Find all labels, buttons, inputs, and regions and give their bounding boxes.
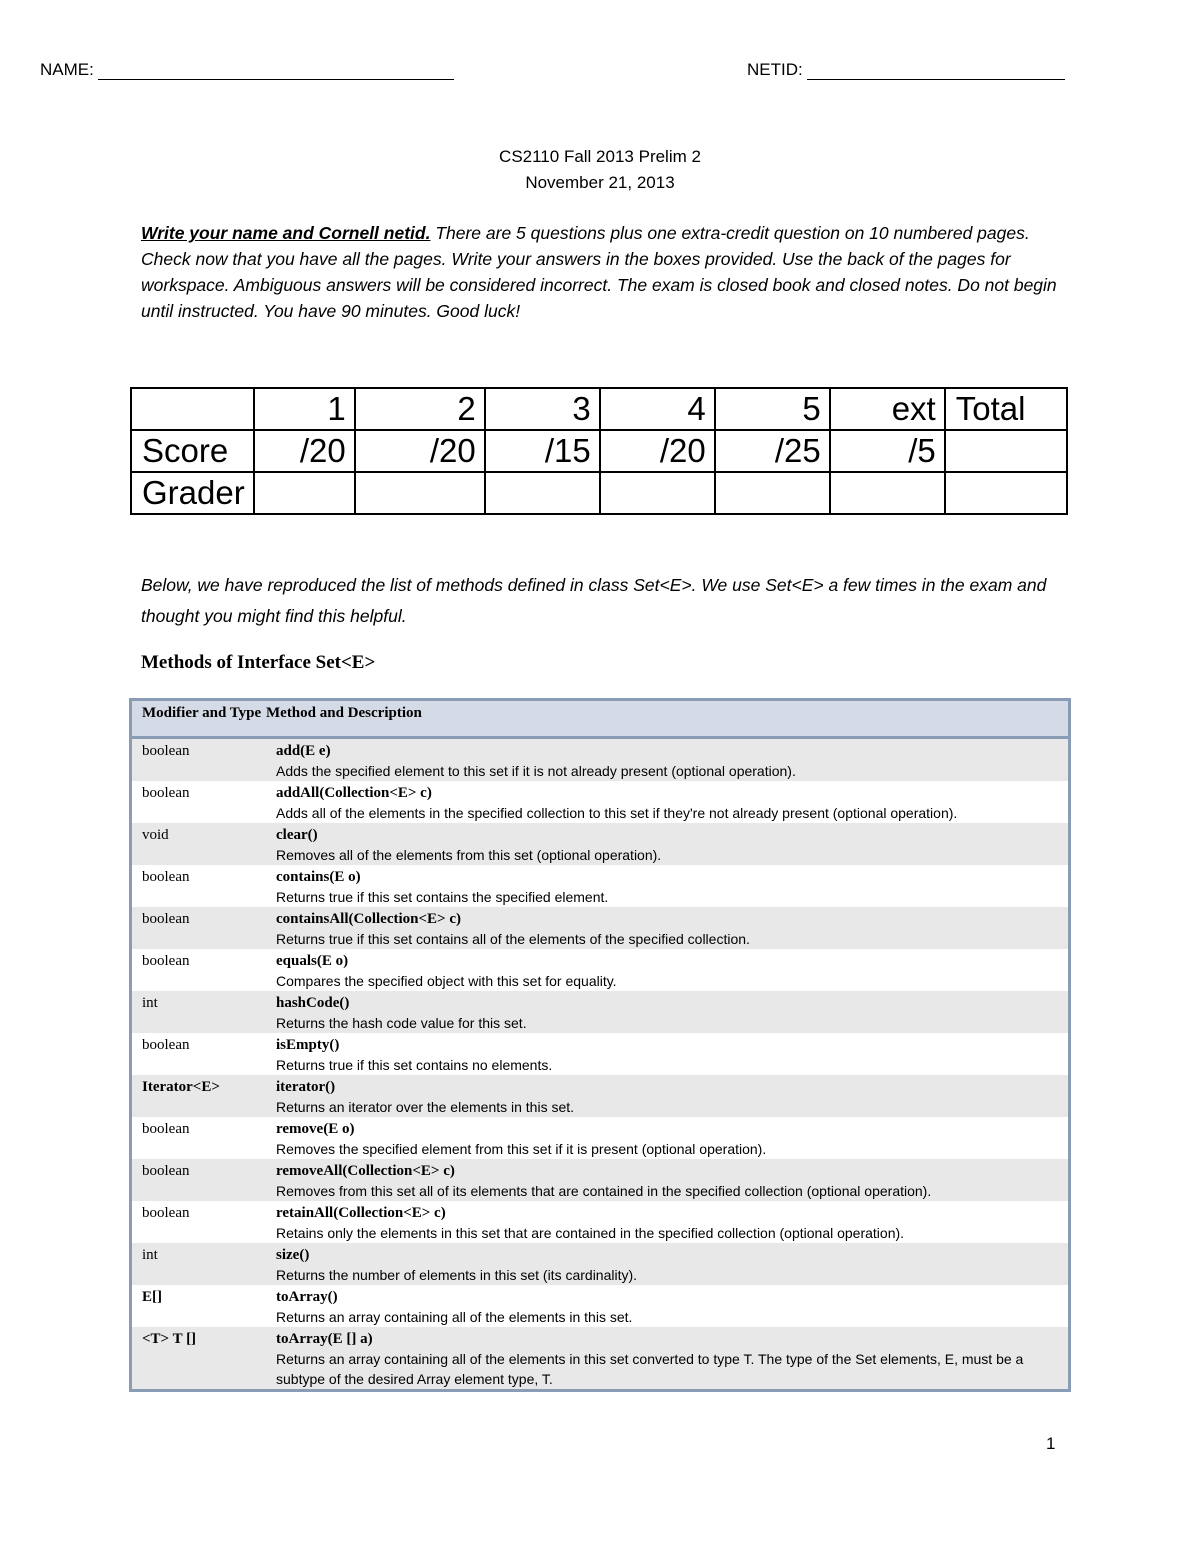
exam-date: November 21, 2013 [525, 173, 675, 192]
score-cell-3: /15 [485, 430, 600, 472]
score-header-row [131, 388, 1067, 430]
method-signature: hashCode() [276, 995, 350, 1011]
method-return-type: void [142, 827, 169, 843]
method-return-type: boolean [142, 869, 190, 885]
methods-table-header [132, 701, 1068, 739]
col-header-type: Modifier and Type [142, 705, 262, 721]
method-signature: size() [276, 1247, 310, 1263]
netid-label: NETID: [747, 60, 803, 79]
grader-cell-5 [715, 472, 830, 514]
method-description: Removes the specified element from this set if it is present (optional operation). [276, 1141, 767, 1157]
method-return-type: <T> T [] [142, 1331, 197, 1347]
method-row [132, 1159, 1068, 1201]
method-signature: equals(E o) [276, 953, 349, 969]
method-return-type: int [142, 995, 158, 1011]
method-description: Retains only the elements in this set that are contained in the specified collection (optional operation). [276, 1225, 905, 1241]
method-signature: toArray() [276, 1289, 338, 1305]
grader-cell-4 [600, 472, 715, 514]
method-return-type: int [142, 1247, 158, 1263]
course-title: CS2110 Fall 2013 Prelim 2 [499, 147, 701, 166]
score-col-1: 1 [254, 388, 355, 430]
grader-cell-2 [355, 472, 485, 514]
method-cell [264, 993, 1066, 1033]
method-row [132, 907, 1068, 949]
method-description: Returns an array containing all of the elements in this set converted to type T. The type of the Set elements, E, must be a subtype of the desired Array element type, T. [276, 1351, 1024, 1387]
score-cell-1: /20 [254, 430, 355, 472]
grader-cell-ext [830, 472, 945, 514]
instructions-body: There are 5 questions plus one extra-credit question on 10 numbered pages. Check now that you have all the pages. Write your answers in the boxes provided. Use the back of the pages for workspace. Ambiguous answers will be considered incorrect. The exam is closed book and closed notes. Do not begin until instructed. You have 90 minutes. Good luck! [141, 223, 1057, 321]
page-number: 1 [1046, 1434, 1056, 1453]
score-col-2: 2 [355, 388, 485, 430]
method-description: Returns true if this set contains all of the elements of the specified collection. [276, 931, 750, 947]
method-description: Removes all of the elements from this set (optional operation). [276, 847, 662, 863]
method-signature: remove(E o) [276, 1121, 355, 1137]
score-col-ext: ext [830, 388, 945, 430]
score-corner-cell [131, 388, 254, 430]
method-return-type: E[] [142, 1289, 162, 1305]
method-row [132, 949, 1068, 991]
grader-cell-1 [254, 472, 355, 514]
methods-heading: Methods of Interface Set<E> [141, 652, 376, 673]
col-header-method: Method and Description [266, 705, 422, 721]
name-blank[interactable] [98, 61, 454, 80]
method-cell [264, 783, 1066, 823]
score-row [131, 430, 1067, 472]
method-row [132, 1201, 1068, 1243]
method-description: Removes from this set all of its elements that are contained in the specified collection (optional operation). [276, 1183, 932, 1199]
method-return-type: boolean [142, 1163, 190, 1179]
method-cell [264, 867, 1066, 907]
method-signature: contains(E o) [276, 869, 361, 885]
score-col-4: 4 [600, 388, 715, 430]
method-cell [264, 1329, 1066, 1389]
method-description: Returns true if this set contains no elements. [276, 1057, 553, 1073]
name-label: NAME: [40, 60, 94, 79]
grader-cell-3 [485, 472, 600, 514]
method-row [132, 781, 1068, 823]
method-description: Compares the specified object with this set for equality. [276, 973, 617, 989]
method-cell [264, 825, 1066, 865]
method-row [132, 1075, 1068, 1117]
grader-cell-total [945, 472, 1067, 514]
grader-row-label: Grader [131, 472, 254, 514]
method-signature: retainAll(Collection<E> c) [276, 1205, 446, 1221]
method-signature: clear() [276, 827, 318, 843]
method-return-type: Iterator<E> [142, 1079, 220, 1095]
methods-table-body [132, 739, 1068, 1389]
score-col-5: 5 [715, 388, 830, 430]
score-table [130, 387, 1068, 515]
method-description: Adds the specified element to this set if it is not already present (optional operation). [276, 763, 796, 779]
methods-table [129, 698, 1071, 1392]
netid-field [747, 60, 1065, 80]
score-row-label: Score [131, 430, 254, 472]
score-cell-2: /20 [355, 430, 485, 472]
method-signature: iterator() [276, 1079, 336, 1095]
score-col-3: 3 [485, 388, 600, 430]
method-signature: toArray(E [] a) [276, 1331, 373, 1347]
method-row [132, 1117, 1068, 1159]
method-cell [264, 951, 1066, 991]
instructions-lead: Write your name and Cornell netid. [141, 223, 431, 243]
exam-title [0, 144, 1200, 196]
method-return-type: boolean [142, 1121, 190, 1137]
set-note: Below, we have reproduced the list of methods defined in class Set<E>. We use Set<E> a few times in the exam and thought you might find this helpful. [141, 575, 1047, 626]
method-cell [264, 1119, 1066, 1159]
method-cell [264, 1161, 1066, 1201]
method-cell [264, 741, 1066, 781]
method-signature: containsAll(Collection<E> c) [276, 911, 461, 927]
name-field [40, 60, 454, 80]
method-description: Returns the hash code value for this set. [276, 1015, 527, 1031]
method-description: Returns an array containing all of the elements in this set. [276, 1309, 633, 1325]
method-row [132, 1285, 1068, 1327]
score-col-total: Total [945, 388, 1067, 430]
score-cell-4: /20 [600, 430, 715, 472]
method-cell [264, 1203, 1066, 1243]
method-cell [264, 1245, 1066, 1285]
score-cell-total [945, 430, 1067, 472]
method-return-type: boolean [142, 1205, 190, 1221]
method-cell [264, 1077, 1066, 1117]
method-description: Returns an iterator over the elements in this set. [276, 1099, 575, 1115]
method-cell [264, 1287, 1066, 1327]
score-cell-5: /25 [715, 430, 830, 472]
method-signature: isEmpty() [276, 1037, 340, 1053]
netid-blank[interactable] [807, 61, 1065, 80]
method-return-type: boolean [142, 911, 190, 927]
method-row [132, 865, 1068, 907]
method-cell [264, 909, 1066, 949]
score-cell-ext: /5 [830, 430, 945, 472]
method-return-type: boolean [142, 953, 190, 969]
instructions [141, 220, 1071, 324]
method-signature: removeAll(Collection<E> c) [276, 1163, 455, 1179]
method-row [132, 823, 1068, 865]
method-return-type: boolean [142, 743, 190, 759]
method-signature: addAll(Collection<E> c) [276, 785, 432, 801]
method-cell [264, 1035, 1066, 1075]
method-row [132, 1033, 1068, 1075]
method-return-type: boolean [142, 1037, 190, 1053]
method-row [132, 1327, 1068, 1389]
grader-row [131, 472, 1067, 514]
method-description: Returns the number of elements in this set (its cardinality). [276, 1267, 638, 1283]
method-description: Returns true if this set contains the specified element. [276, 889, 609, 905]
method-row [132, 991, 1068, 1033]
method-return-type: boolean [142, 785, 190, 801]
method-row [132, 1243, 1068, 1285]
method-row [132, 739, 1068, 781]
method-signature: add(E e) [276, 743, 331, 759]
method-description: Adds all of the elements in the specified collection to this set if they're not already present (optional operation). [276, 805, 958, 821]
